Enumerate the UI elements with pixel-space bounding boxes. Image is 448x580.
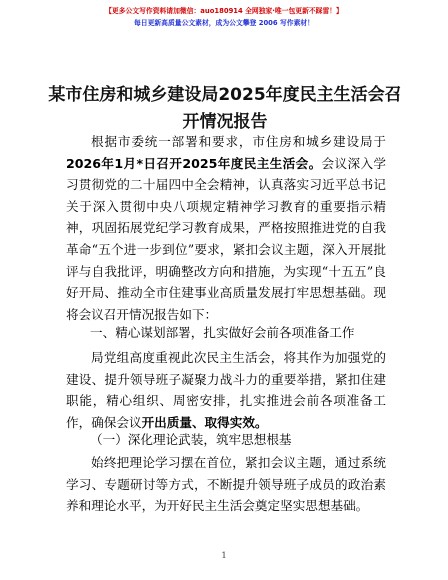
section1-text-bold: 开出质量、取得实效。 bbox=[141, 414, 268, 430]
intro-text-a: 根据市委统一部署和要求，市住房和城乡建设局于 bbox=[91, 134, 386, 149]
subsection1-paragraph: 始终把理论学习摆在首位，紧扣会议主题，通过系统学习、专题研讨等方式，不断提升领导班子成员的政治素养和理论水平，为开好民主生活会奠定坚实思想基础。 bbox=[66, 455, 386, 514]
document-title: 某市住房和城乡建设局2025年度民主生活会召开情况报告 bbox=[48, 85, 402, 132]
promo-line-2: 每日更新高质量公文素材，成为公文攀登 2006 写作素材！ bbox=[134, 19, 314, 27]
section-heading-1: 一、精心谋划部署，扎实做好会前各项准备工作 bbox=[90, 325, 355, 340]
page-number: 1 bbox=[221, 551, 227, 560]
section1-text-a: 局党组高度重视此次民主生活会，将其作为加强党的建设、提升领导班子凝聚力战斗力的重要举措，紧扣住建职能，精心组织、周密安排，扎实推进会前各项准备工作，确保会议 bbox=[66, 350, 386, 430]
intro-paragraph bbox=[66, 131, 386, 325]
intro-text-c: 会议深入学习贯彻党的二十届四中全会精神，认真落实习近平总书记关于深入贯彻中央八项规定精神学习教育的重要指示精神，巩固拓展党纪学习教育成果，严格按照推进党的自我革命“五个进一步到位”要求，紧扣会议主题，深入开展批评与自我批评，明确整改方向和措施，为实现“十五五”良好开局、推动全市住建事业高质量发展打牢思想基础。现将会议召开情况报告如下： bbox=[66, 155, 387, 322]
subsection-heading-1: （一）深化理论武装，筑牢思想根基 bbox=[90, 432, 292, 447]
section1-paragraph bbox=[66, 347, 386, 433]
promo-line-1: 【更多公文写作资料请加微信：auo180914 全网独家·唯一包更新不踩雷！】 bbox=[105, 7, 343, 15]
promo-banner bbox=[0, 6, 448, 28]
intro-date-bold: 2026年1月*日召开2025年度民主生活会。 bbox=[66, 155, 322, 171]
